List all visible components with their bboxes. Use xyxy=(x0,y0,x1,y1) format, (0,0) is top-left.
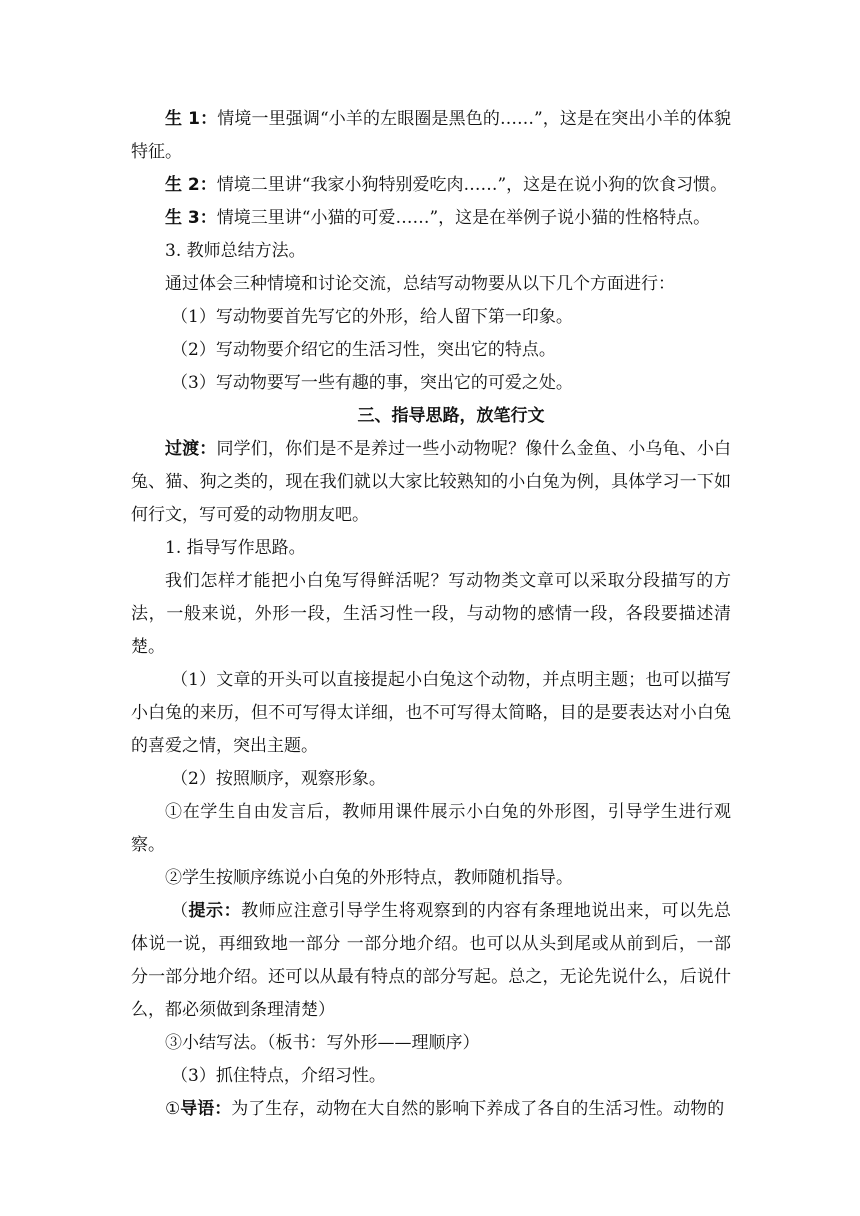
transition-paragraph xyxy=(131,433,731,532)
student-1-paragraph xyxy=(131,103,731,169)
paragraph-text: 情境一里强调“小羊的左眼圈是黑色的……”，这是在突出小羊的体貌特征。 xyxy=(131,109,731,162)
paragraph-text: 教师应注意引导学生将观察到的内容有条理地说出来，可以先总体说一说，再细致地一部分 一部分地介绍。也可以从头到尾或从前到后，一部分一部分地介绍。还可以从最有特点的部分写起。总之，无论先说什么，后说什么，都必须做到条理清楚） xyxy=(131,901,732,1020)
summary-point-3: （3）写动物要写一些有趣的事，突出它的可爱之处。 xyxy=(171,373,573,393)
habits-title: （3）抓住特点，介绍习性。 xyxy=(171,1066,386,1086)
transition-label: 过渡： xyxy=(165,439,217,459)
summary-point-1: （1）写动物要首先写它的外形，给人留下第一印象。 xyxy=(171,307,573,327)
student-3-paragraph xyxy=(131,202,731,235)
paragraph-text: （1）文章的开头可以直接提起小白兔这个动物，并点明主题；也可以描写小白兔的来历，但不可写得太详细，也不可写得太简略，目的是要表达对小白兔的喜爱之情，突出主题。 xyxy=(131,670,731,756)
paragraph-text: 同学们，你们是不是养过一些小动物呢？像什么金鱼、小乌龟、小白兔、猫、狗之类的，现在我们就以大家比较熟知的小白兔为例，具体学习一下如何行文，写可爱的动物朋友吧。 xyxy=(131,439,731,525)
tip-paragraph xyxy=(131,895,731,1027)
summary-point-2: （2）写动物要介绍它的生活习性，突出它的特点。 xyxy=(171,340,556,360)
summary-intro: 通过体会三种情境和讨论交流，总结写动物要从以下几个方面进行： xyxy=(165,274,675,294)
guide-paragraph xyxy=(131,1093,731,1126)
speaker-label: 生 1： xyxy=(165,109,218,129)
student-2-paragraph xyxy=(131,169,731,202)
guide-label: 导语： xyxy=(180,1099,232,1119)
paragraph-text: 情境三里讲“小猫的可爱……”，这是在举例子说小猫的性格特点。 xyxy=(216,208,711,228)
writing-method-paragraph: 我们怎样才能把小白兔写得鲜活呢？写动物类文章可以采取分段描写的方法，一般来说，外形一段，生活习性一段，与动物的感情一段，各段要描述清楚。 xyxy=(131,571,731,657)
tip-label: 提示： xyxy=(188,901,242,921)
document-body xyxy=(131,103,731,1126)
item-marker: ① xyxy=(165,1099,181,1119)
speaker-label: 生 2： xyxy=(165,175,217,195)
speaker-label: 生 3： xyxy=(165,208,217,228)
observe-step-3: ③小结写法。（板书：写外形——理顺序） xyxy=(165,1033,480,1053)
observe-step-1: ①在学生自由发言后，教师用课件展示小白兔的外形图，引导学生进行观察。 xyxy=(131,802,731,855)
step-3-title: 3. 教师总结方法。 xyxy=(165,241,306,261)
section-heading: 三、指导思路，放笔行文 xyxy=(357,406,545,426)
observe-order-title: （2）按照顺序，观察形象。 xyxy=(171,769,386,789)
opening-guidance-paragraph xyxy=(131,664,731,763)
paragraph-text: 为了生存，动物在大自然的影响下养成了各自的生活习性。动物的 xyxy=(231,1099,725,1119)
step-1-title: 1. 指导写作思路。 xyxy=(165,538,306,558)
paragraph-text: 情境二里讲“我家小狗特别爱吃肉……”，这是在说小狗的饮食习惯。 xyxy=(216,175,728,195)
observe-step-2: ②学生按顺序练说小白兔的外形特点，教师随机指导。 xyxy=(165,868,573,888)
tip-open-paren: （ xyxy=(171,901,189,921)
